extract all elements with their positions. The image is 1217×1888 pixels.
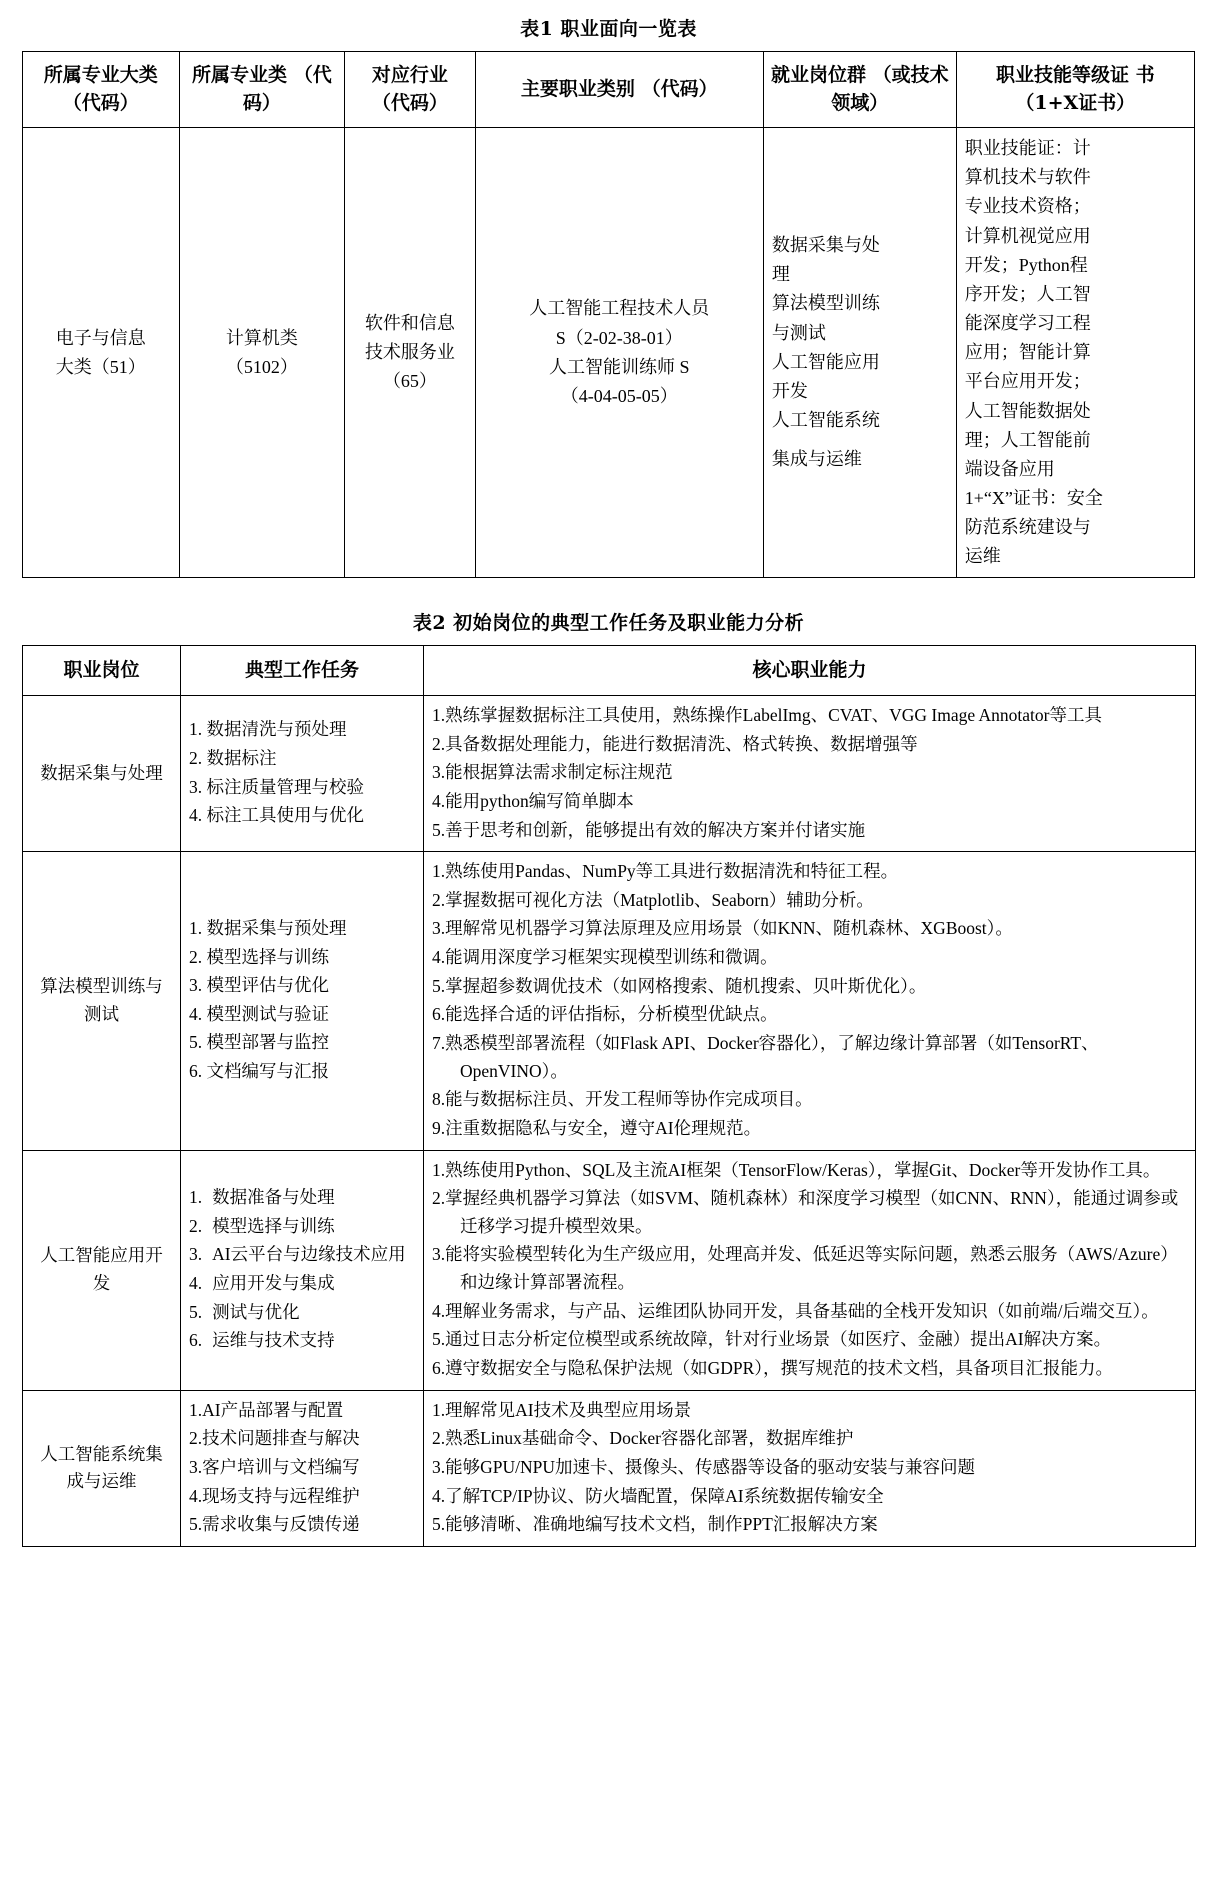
list-item: 4.能调用深度学习框架实现模型训练和微调。 [432, 947, 778, 968]
list-item: 2. 模型选择与训练 [189, 946, 329, 967]
list-item: 3.能根据算法需求制定标注规范 [432, 762, 673, 783]
skill-list [432, 858, 1187, 1142]
cell-skills-1 [424, 695, 1196, 851]
list-item: 1.熟练掌握数据标注工具使用，熟练操作LabelImg、CVAT、VGG Image Annotator等工具 [432, 704, 1102, 725]
list-item [189, 1270, 415, 1298]
cell-major-class: 计算机类 （5102） [179, 128, 345, 578]
list-item: 4. 标注工具使用与优化 [189, 805, 364, 826]
task-list [189, 1184, 415, 1355]
cell-skills-2 [424, 852, 1196, 1150]
cell-skills-4 [424, 1390, 1196, 1546]
cell-certificates: 职业技能证：计 算机技术与软件 专业技术资格； 计算机视觉应用 开发；Python程 序开发；人工智 能深度学习工程 应用；智能计算 平台应用开发； 人工智能数据处 理；人工智能前 端设备应用 1+“X”证书：安全 防范系统建设与 运维 [956, 128, 1194, 578]
cell-job-4: 人工智能系统集 成与运维 [23, 1390, 181, 1546]
cell-tasks-3 [181, 1150, 424, 1390]
list-text: 模型选择与训练 [212, 1215, 335, 1236]
list-item: 2. 数据标注 [189, 747, 277, 768]
list-text: 运维与技术支持 [212, 1330, 335, 1351]
list-item: 8.能与数据标注员、开发工程师等协作完成项目。 [432, 1089, 813, 1110]
list-item: 3.能够GPU/NPU加速卡、摄像头、传感器等设备的驱动安装与兼容问题 [432, 1456, 976, 1477]
list-item: 4.现场支持与远程维护 [189, 1485, 360, 1506]
list-item: 4.能用python编写简单脚本 [432, 790, 634, 811]
cell-tasks-2 [181, 852, 424, 1150]
list-number: 2. [189, 1215, 203, 1236]
list-item [189, 1327, 415, 1355]
list-item [189, 1241, 415, 1269]
list-item: 5.需求收集与反馈传递 [189, 1514, 360, 1535]
skill-list [432, 702, 1187, 844]
cell-occupation: 人工智能工程技术人员 S（2-02-38-01） 人工智能训练师 S （4-04-05-05） [475, 128, 763, 578]
list-item: 4.了解TCP/IP协议、防火墙配置，保障AI系统数据传输安全 [432, 1485, 884, 1506]
table2-title: 表2 初始岗位的典型工作任务及职业能力分析 [412, 612, 805, 635]
list-item: 1.理解常见AI技术及典型应用场景 [432, 1399, 692, 1420]
table1 [22, 51, 1195, 578]
list-item: 2.熟悉Linux基础命令、Docker容器化部署，数据库维护 [432, 1428, 854, 1449]
list-number: 3. [189, 1244, 203, 1265]
table2-header-row [23, 646, 1196, 696]
list-item: 3. 标注质量管理与校验 [189, 776, 364, 797]
table2-header-job: 职业岗位 [23, 646, 181, 696]
list-item: 6.能选择合适的评估指标，分析模型优缺点。 [432, 1004, 778, 1025]
list-item: 9.注重数据隐私与安全，遵守AI伦理规范。 [432, 1117, 762, 1138]
table2-header-tasks: 典型工作任务 [181, 646, 424, 696]
list-number: 4. [189, 1273, 203, 1294]
list-item: 5. 模型部署与监控 [189, 1032, 329, 1053]
list-item: 5.善于思考和创新，能够提出有效的解决方案并付诸实施 [432, 819, 866, 840]
list-text: AI云平台与边缘技术应用 [212, 1244, 406, 1265]
list-item: 1.AI产品部署与配置 [189, 1399, 344, 1420]
list-text: 应用开发与集成 [212, 1273, 335, 1294]
table1-header-row [23, 52, 1195, 128]
table1-header-positions: 就业岗位群 （或技术领域） [763, 52, 956, 128]
cell-major-category: 电子与信息 大类（51） [23, 128, 180, 578]
list-number: 1. [189, 1187, 203, 1208]
table1-header-major-class: 所属专业类 （代码） [179, 52, 345, 128]
list-item: 5.能够清晰、准确地编写技术文档，制作PPT汇报解决方案 [432, 1514, 878, 1535]
list-item [189, 1213, 415, 1241]
cell-tasks-1 [181, 695, 424, 851]
cell-industry: 软件和信息 技术服务业 （65） [345, 128, 475, 578]
list-item [189, 1184, 415, 1212]
table2-header-skills: 核心职业能力 [424, 646, 1196, 696]
table-row [23, 1150, 1196, 1390]
list-item: 3.能将实验模型转化为生产级应用，处理高并发、低延迟等实际问题，熟悉云服务（AWS/Azure）和边缘计算部署流程。 [432, 1244, 1178, 1293]
list-item: 1.熟练使用Python、SQL及主流AI框架（TensorFlow/Keras），掌握Git、Docker等开发协作工具。 [432, 1159, 1161, 1180]
table2 [22, 645, 1196, 1546]
skill-list [432, 1397, 1187, 1539]
list-item: 1.熟练使用Pandas、NumPy等工具进行数据清洗和特征工程。 [432, 861, 899, 882]
table1-header-certificates: 职业技能等级证 书 （1+X证书） [956, 52, 1194, 128]
table-gap [22, 578, 1195, 604]
list-item: 4. 模型测试与验证 [189, 1003, 329, 1024]
task-list [189, 716, 415, 830]
list-item: 3. 模型评估与优化 [189, 975, 329, 996]
cell-tasks-4 [181, 1390, 424, 1546]
list-item: 5.通过日志分析定位模型或系统故障，针对行业场景（如医疗、金融）提出AI解决方案。 [432, 1329, 1112, 1350]
cell-job-3: 人工智能应用开 发 [23, 1150, 181, 1390]
list-item [189, 1299, 415, 1327]
list-item: 1. 数据清洗与预处理 [189, 719, 347, 740]
list-item: 4.理解业务需求，与产品、运维团队协同开发，具备基础的全栈开发知识（如前端/后端交互）。 [432, 1300, 1159, 1321]
list-item: 2.掌握经典机器学习算法（如SVM、随机森林）和深度学习模型（如CNN、RNN），能通过调参或迁移学习提升模型效果。 [432, 1188, 1179, 1236]
spacer-line [772, 435, 948, 445]
table1-header-industry: 对应行业 （代码） [345, 52, 475, 128]
list-item: 7.熟悉模型部署流程（如Flask API、Docker容器化），了解边缘计算部署（如TensorRT、OpenVINO）。 [432, 1032, 1099, 1081]
cell-job-1: 数据采集与处理 [23, 695, 181, 851]
task-list [189, 915, 415, 1086]
list-text: 测试与优化 [212, 1301, 300, 1322]
cell-positions: 数据采集与处 理 算法模型训练 与测试 人工智能应用 开发 人工智能系统 集成与运维 [763, 128, 956, 578]
table1-title: 表1 职业面向一览表 [520, 18, 697, 40]
skill-list [432, 1157, 1187, 1383]
table1-header-occupation: 主要职业类别 （代码） [475, 52, 763, 128]
table-row [23, 695, 1196, 851]
list-text: 数据准备与处理 [212, 1187, 335, 1208]
list-number: 6. [189, 1330, 203, 1351]
table1-header-major-category: 所属专业大类 （代码） [23, 52, 180, 128]
list-item: 2.技术问题排查与解决 [189, 1428, 360, 1449]
list-number: 5. [189, 1301, 203, 1322]
task-list [189, 1397, 415, 1539]
table1-data-row [23, 128, 1195, 578]
table-row [23, 852, 1196, 1150]
list-item: 5.掌握超参数调优技术（如网格搜索、随机搜索、贝叶斯优化）。 [432, 975, 927, 996]
list-item: 2.具备数据处理能力，能进行数据清洗、格式转换、数据增强等 [432, 733, 918, 754]
list-item: 3.理解常见机器学习算法原理及应用场景（如KNN、随机森林、XGBoost）。 [432, 918, 1013, 939]
list-item: 6. 文档编写与汇报 [189, 1061, 329, 1082]
cell-job-2: 算法模型训练与 测试 [23, 852, 181, 1150]
cell-skills-3 [424, 1150, 1196, 1390]
list-item: 6.遵守数据安全与隐私保护法规（如GDPR），撰写规范的技术文档，具备项目汇报能力。 [432, 1358, 1114, 1379]
list-item: 2.掌握数据可视化方法（Matplotlib、Seaborn）辅助分析。 [432, 889, 874, 910]
list-item: 1. 数据采集与预处理 [189, 917, 347, 938]
table-row [23, 1390, 1196, 1546]
list-item: 3.客户培训与文档编写 [189, 1456, 360, 1477]
